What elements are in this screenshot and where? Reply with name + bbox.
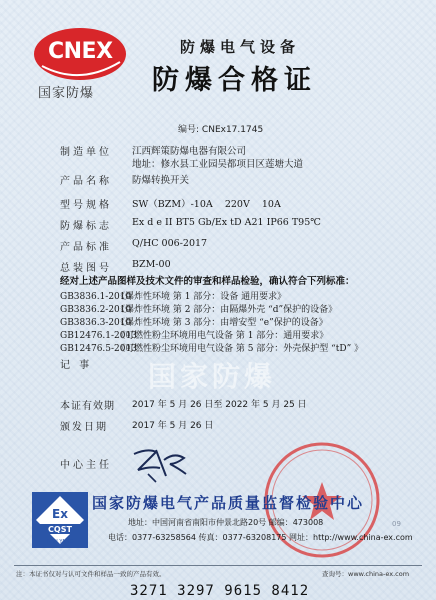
field-value-manufacturer: 江西辉策防爆电器有限公司 <box>132 146 247 157</box>
issue-date-value: 2017 年 5 月 26 日 <box>132 421 214 431</box>
standard-item <box>60 302 337 315</box>
field-label-product-name: 产品名称 <box>60 176 112 187</box>
field-label-manufacturer: 制造单位 <box>60 147 112 158</box>
standard-title: 《爆炸性环境 第 2 部分：由隔爆外壳 “d”保护的设备》 <box>116 305 338 315</box>
standard-title: 《可燃性粉尘环境用电气设备 第 5 部分：外壳保护型 “tD” 》 <box>116 344 364 354</box>
watermark-text: 国家防爆 <box>148 360 277 393</box>
standard-code: GB3836.2-2010 <box>60 305 132 315</box>
field-value-product-name: 防爆转换开关 <box>132 175 190 186</box>
field-value-address: 地址：修水县工业园吴都项目区莲塘大道 <box>132 159 304 170</box>
field-value-ex-marking: Ex d e II BT5 Gb/Ex tD A21 IP66 T95℃ <box>132 217 321 228</box>
field-value-model: SW（BZM）-10A 220V 10A <box>132 199 281 210</box>
standard-item <box>60 341 363 354</box>
field-label-ex-marking: 防爆标志 <box>60 221 112 232</box>
footer-divider <box>14 565 422 566</box>
certificate-number <box>178 122 263 135</box>
validity-label: 本证有效期 <box>60 401 115 412</box>
notes-label: 记 事 <box>60 360 93 371</box>
standard-code: GB3836.1-2010 <box>60 292 132 302</box>
footnote: 注：本证书仅对与认可文件和样品一致的产品有效。 <box>16 570 166 578</box>
standard-item <box>60 315 328 328</box>
cqst-label-text: CQST <box>48 525 72 534</box>
cert-no-label: 编号: <box>178 125 200 135</box>
cqst-ex-text: Ex <box>52 507 68 521</box>
standard-title: 《可燃性粉尘环境用电气设备 第 1 部分：通用要求》 <box>116 331 329 341</box>
anti-counterfeit-number: 3271 3297 9615 8412 <box>130 583 310 599</box>
test-center-name: 国家防爆电气产品质量监督检验中心 <box>92 494 365 512</box>
field-value-drawing-no: BZM-00 <box>132 259 171 270</box>
test-center-address: 地址：中国河南省南阳市仲景北路20号 邮编：473008 <box>128 518 324 527</box>
standard-item <box>60 289 286 302</box>
standard-title: 《爆炸性环境 第 1 部分：设备 通用要求》 <box>116 292 287 302</box>
logo-caption: 国家防爆 <box>38 86 95 101</box>
side-serial: 09 <box>392 520 401 528</box>
issue-date-label: 颁发日期 <box>60 422 108 433</box>
logo-text: CNEX <box>48 39 113 64</box>
field-label-drawing-no: 总装图号 <box>60 263 112 274</box>
director-label: 中心主任 <box>60 460 112 471</box>
standard-code: GB12476.5-2013 <box>60 344 137 354</box>
header-subtitle: 防爆电气设备 <box>180 38 301 56</box>
cqst-city-text: NAN YANG <box>46 539 74 545</box>
standard-item <box>60 328 328 341</box>
field-label-standard: 产品标准 <box>60 242 112 253</box>
page-title: 防爆合格证 <box>152 65 317 96</box>
standard-code: GB12476.1-2013 <box>60 331 137 341</box>
query-url: 查询号：www.china-ex.com <box>322 570 410 578</box>
cqst-badge-icon <box>28 488 92 552</box>
conformity-intro: 经对上述产品图样及技术文件的审查和样品检验，确认符合下列标准： <box>60 276 355 287</box>
field-label-model: 型号规格 <box>60 200 112 211</box>
validity-value: 2017 年 5 月 26 日至 2022 年 5 月 25 日 <box>132 400 307 410</box>
test-center-contact: 电话：0377-63258564 传真：0377-63208175 网址：http://www.china-ex.com <box>108 533 413 542</box>
standard-title: 《爆炸性环境 第 3 部分：由增安型 “e”保护的设备》 <box>116 318 328 328</box>
director-signature-icon <box>126 440 192 484</box>
cert-no-value: CNEx17.1745 <box>201 125 264 135</box>
field-value-standard: Q/HC 006-2017 <box>132 238 208 249</box>
standard-code: GB3836.3-2010 <box>60 318 132 328</box>
